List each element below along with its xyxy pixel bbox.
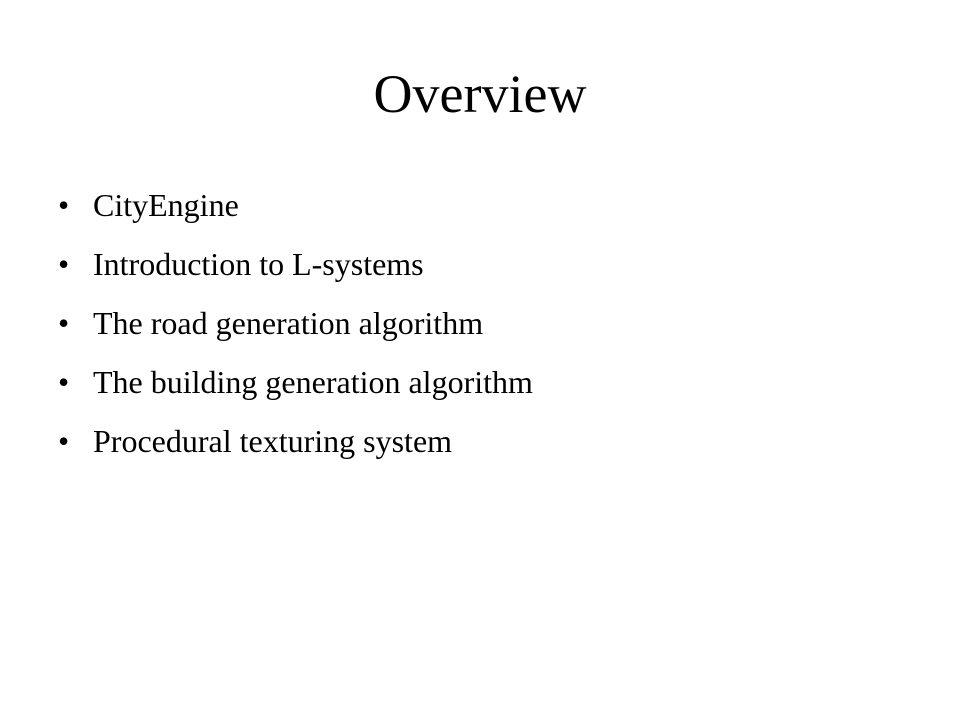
bullet-text: Procedural texturing system xyxy=(93,423,453,459)
bullet-text: The building generation algorithm xyxy=(93,364,533,400)
bullet-icon: • xyxy=(58,246,70,282)
bullet-item-procedural-texturing xyxy=(58,412,533,471)
bullet-item-l-systems xyxy=(58,235,533,294)
bullet-icon: • xyxy=(58,305,70,341)
slide-title: Overview xyxy=(373,64,587,124)
bullet-icon: • xyxy=(58,423,70,459)
bullet-item-cityengine xyxy=(58,176,533,235)
bullet-icon: • xyxy=(58,364,70,400)
bullet-list xyxy=(58,176,533,471)
bullet-item-road-generation xyxy=(58,294,533,353)
bullet-item-building-generation xyxy=(58,353,533,412)
bullet-text: CityEngine xyxy=(93,187,239,223)
bullet-icon: • xyxy=(58,187,70,223)
bullet-text: The road generation algorithm xyxy=(93,305,484,341)
bullet-text: Introduction to L-systems xyxy=(93,246,424,282)
